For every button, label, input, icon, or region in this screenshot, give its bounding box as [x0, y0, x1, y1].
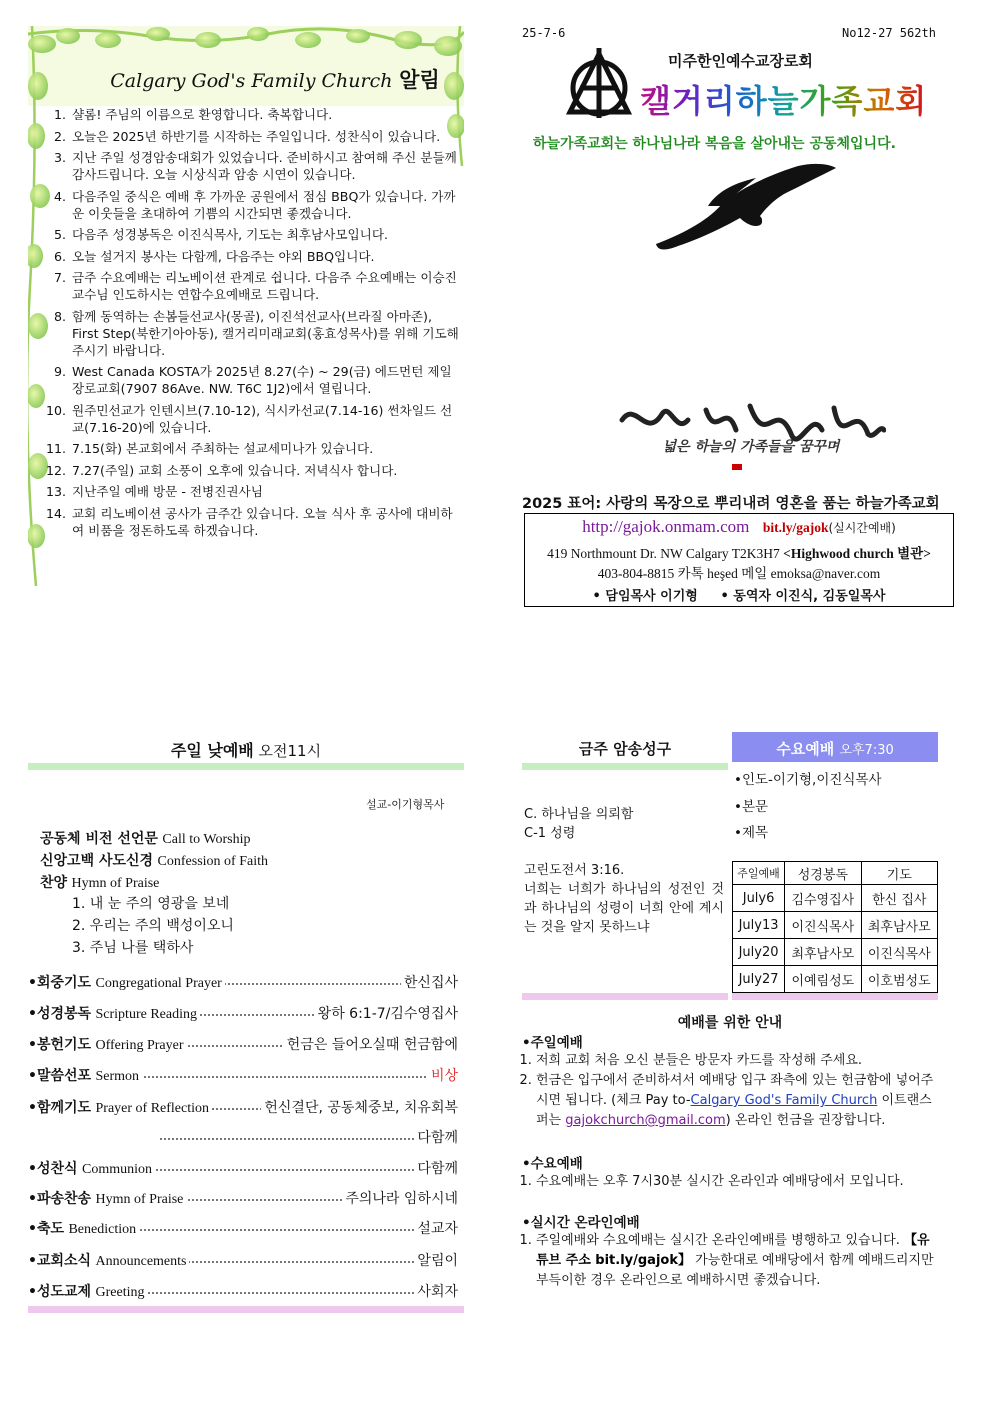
- building-name: <Highwood church 별관>: [783, 546, 931, 561]
- worship-guide-title: 예배를 위한 안내: [677, 1015, 783, 1031]
- order-label-en: Confession of Faith: [157, 854, 268, 869]
- order-row-offering-prayer: [28, 1034, 458, 1054]
- notice-item: 9. West Canada KOSTA가 2025년 8.27(수) ~ 29(금) 에드먼턴 제일 장로교회(7907 86Ave. NW. T6C 1J2)에서 열립니다.: [70, 363, 460, 397]
- contact-box: [524, 513, 954, 607]
- memory-verse: [524, 861, 724, 937]
- table-header: 성경봉독: [785, 862, 861, 885]
- order-row-congregational-prayer: [28, 972, 458, 992]
- sunday-title-text: 주일 낮예배: [170, 741, 254, 760]
- order-label: [28, 972, 225, 992]
- guide-text: 이트랜스퍼는: [536, 1093, 932, 1128]
- guide-online-text: [522, 1231, 938, 1291]
- table-header-row: [733, 862, 938, 885]
- memory-verse-text: 너희는 너희가 하나님의 성전인 것과 하나님의 성령이 너희 안에 계시는 것을 알지 못하느냐: [524, 882, 724, 935]
- order-label-ko: •회중기도: [28, 975, 92, 991]
- live-stream-link[interactable]: bit.ly/gajok: [762, 520, 829, 535]
- table-cell: July27: [733, 966, 785, 993]
- memory-reference: 고린도전서 3:16.: [524, 863, 625, 878]
- table-row: [733, 939, 938, 966]
- order-label: [28, 1158, 155, 1178]
- bulletin-date: 25-7-6: [522, 26, 566, 40]
- wednesday-text: •본문: [734, 799, 769, 815]
- guide-text: ) 온라인 헌금을 권장합니다.: [725, 1113, 886, 1128]
- section-divider: [522, 763, 728, 770]
- order-label-en: Benediction: [68, 1222, 137, 1237]
- church-name-text: 캘거리하늘가족교회: [640, 82, 928, 120]
- order-label: [28, 1218, 139, 1238]
- calligraphy-text: 넓은 하늘의 가족들을 꿈꾸며: [662, 439, 840, 455]
- church-motto: 하늘가족교회는 하나님나라 복음을 살아내는 공동체입니다.: [533, 136, 896, 152]
- table-cell: July20: [733, 939, 785, 966]
- order-value: 설교자: [414, 1218, 458, 1238]
- notice-item: 2. 오늘은 2025년 하반기를 시작하는 주일입니다. 성찬식이 있습니다.: [70, 128, 460, 145]
- order-label-en: Hymn of Praise: [95, 1192, 184, 1207]
- order-value: 헌신결단, 공동체중보, 치유회복: [261, 1097, 458, 1117]
- guide-text: 헌금은 입구에서 준비하셔서 예배당 입구 좌측에 있는 헌금함에 넣어주시면 됩니다. (체크 Pay to-: [536, 1073, 934, 1108]
- table-row: [733, 966, 938, 993]
- call-to-worship: [40, 828, 250, 848]
- website-link[interactable]: http://gajok.onmam.com: [582, 517, 750, 536]
- notice-item: 6. 오늘 설거지 봉사는 다함께, 다음주는 야외 BBQ입니다.: [70, 248, 460, 265]
- order-row-scripture-reading: [28, 1003, 458, 1023]
- guide-sunday-text: [522, 1051, 938, 1131]
- guide-text: 가능한대로 예배당에서 함께 예배드리지만 부득이한 경우 온라인으로 예배하시면 좋겠습니다.: [536, 1253, 934, 1288]
- table-cell: 김수영집사: [785, 885, 861, 912]
- guide-wednesday-heading: •수요예배: [522, 1156, 583, 1172]
- notice-item: 14. 교회 리노베이션 공사가 금주간 있습니다. 오늘 식사 후 공사에 대비하여 비품을 정돈하도록 하겠습니다.: [70, 505, 460, 539]
- hymn-item: 2. 우리는 주의 백성이오니: [72, 918, 234, 934]
- order-row-continued: [160, 1127, 458, 1147]
- notices-title: [80, 64, 470, 94]
- table-cell: 이진식목사: [785, 912, 861, 939]
- guide-item: 1. 수요예배는 오후 7시30분 실시간 온라인과 예배당에서 모입니다.: [536, 1172, 938, 1192]
- sermon-title: 비상: [428, 1065, 458, 1085]
- order-row-sending-hymn: [28, 1188, 458, 1208]
- order-row-announcements: [28, 1250, 458, 1270]
- table-row: [733, 912, 938, 939]
- order-label-en: Communion: [81, 1162, 152, 1177]
- table-header: 주일예배: [733, 862, 785, 885]
- notices-title-en: Calgary God's Family Church: [110, 70, 393, 92]
- table-cell: July6: [733, 885, 785, 912]
- notice-item: 1. 샬롬! 주님의 이름으로 환영합니다. 축복합니다.: [70, 106, 460, 123]
- order-label-ko: 신앙고백 사도신경: [40, 853, 154, 869]
- table-cell: 한신 집사: [861, 885, 937, 912]
- order-label-en: Congregational Prayer: [95, 976, 222, 991]
- order-row-prayer-of-reflection: [28, 1097, 458, 1117]
- guide-item: [536, 1071, 938, 1131]
- order-value: 주의나라 임하시네: [342, 1188, 458, 1208]
- order-row-benediction: [28, 1218, 458, 1238]
- guide-text: 주일예배와 수요예배는 실시간 온라인예배를 병행하고 있습니다.: [536, 1233, 900, 1248]
- order-value: 다함께: [414, 1158, 458, 1178]
- order-label-ko: •파송찬송: [28, 1191, 92, 1207]
- associate-pastors: • 동역자 이진식, 김동일목사: [720, 589, 886, 604]
- order-label-ko: •교회소식: [28, 1253, 92, 1269]
- table-cell: 이진식목사: [861, 939, 937, 966]
- notice-item: 7. 금주 수요예배는 리노베이션 관계로 쉽니다. 다음주 수요예배는 이승진교수님 인도하시는 연합수요예배로 드립니다.: [70, 269, 460, 303]
- section-divider: [28, 763, 464, 770]
- order-label: [28, 1188, 186, 1208]
- table-cell: 이호범성도: [861, 966, 937, 993]
- youtube-address[interactable]: 【유튜브 주소 bit.ly/gajok】: [536, 1233, 930, 1268]
- order-label: [28, 1097, 212, 1117]
- service-roster-table: [732, 861, 938, 993]
- payee-link[interactable]: Calgary God's Family Church: [690, 1093, 878, 1108]
- notices-list: [48, 106, 460, 543]
- table-cell: July13: [733, 912, 785, 939]
- table-row: [733, 885, 938, 912]
- order-label-en: Hymn of Praise: [71, 876, 160, 891]
- notice-item: 4. 다음주일 중식은 예배 후 가까운 공원에서 점심 BBQ가 있습니다. 가까운 이웃들을 초대하여 기쁨의 시간되면 좋겠습니다.: [70, 188, 460, 222]
- live-stream-note: (실시간예배): [828, 521, 896, 535]
- order-label-en: Prayer of Reflection: [95, 1101, 210, 1116]
- order-value: 왕하 6:1-7/김수영집사: [315, 1003, 458, 1023]
- table-cell: 최후남사모: [861, 912, 937, 939]
- section-divider: [28, 1306, 464, 1313]
- order-label-ko: •함께기도: [28, 1100, 92, 1116]
- guide-item: [536, 1231, 938, 1291]
- issue-number: No12-27 562th: [842, 26, 936, 40]
- order-label-ko: •성도교제: [28, 1284, 92, 1300]
- church-address: 419 Northmount Dr. NW Calgary T2K3H7: [547, 546, 780, 561]
- guide-online-heading: •실시간 온라인예배: [522, 1215, 640, 1231]
- order-label-ko: •성찬식: [28, 1161, 78, 1177]
- sunday-service-title: [28, 738, 464, 761]
- guide-wednesday-text: [522, 1172, 938, 1192]
- order-row-communion: [28, 1158, 458, 1178]
- order-label-en: Announcements: [95, 1254, 187, 1269]
- memory-category: [524, 805, 724, 843]
- hymn-item: 1. 내 눈 주의 영광을 보네: [72, 896, 230, 912]
- notices-panel: [28, 26, 464, 606]
- notice-item: 8. 함께 동역하는 손봄들선교사(몽골), 이진석선교사(브라질 아마존), First Step(북한기아아동), 캘거리미래교회(홍효성목사)를 위해 기도해 주시기 바랍니다.: [70, 308, 460, 359]
- wednesday-service-header: [732, 732, 938, 762]
- order-label-ko: •말씀선포: [28, 1068, 92, 1084]
- order-label-ko: 공동체 비전 선언문: [40, 831, 158, 847]
- order-label: [28, 1065, 142, 1085]
- order-label-ko: •축도: [28, 1221, 64, 1237]
- hymn-of-praise: [40, 872, 159, 892]
- notice-item: 13. 지난주일 예배 방문 - 전병진권사님: [70, 483, 460, 500]
- order-value: 알림이: [414, 1250, 458, 1270]
- eagle-image: [648, 160, 838, 256]
- church-logo-icon: [566, 48, 632, 120]
- order-label: [28, 1003, 200, 1023]
- guide-sunday-heading: •주일예배: [522, 1035, 583, 1051]
- denomination: 미주한인예수교장로회: [668, 52, 813, 70]
- order-label: [28, 1034, 187, 1054]
- hymn-item: 3. 주님 나를 택하사: [72, 940, 194, 956]
- notice-item: 11. 7.15(화) 본교회에서 주최하는 설교세미나가 있습니다.: [70, 440, 460, 457]
- leader-dots: [160, 1138, 458, 1140]
- order-label-ko: •성경봉독: [28, 1006, 92, 1022]
- wednesday-sermon-title: •제목: [734, 825, 769, 841]
- notice-item: 5. 다음주 성경봉독은 이진식목사, 기도는 최후남사모입니다.: [70, 226, 460, 243]
- wednesday-time: 오후7:30: [839, 743, 894, 758]
- year-motto: 2025 표어: 사랑의 목장으로 뿌리내려 영혼을 품는 하늘가족교회: [522, 496, 940, 512]
- order-label: [28, 1250, 189, 1270]
- memory-verse-title: 금주 암송성구: [578, 740, 672, 758]
- calligraphy-image: [616, 390, 886, 470]
- order-label-en: Offering Prayer: [95, 1038, 184, 1053]
- memory-line: C. 하나님을 의뢰함: [524, 807, 634, 822]
- order-label-en: Call to Worship: [162, 832, 251, 847]
- notice-item: 10. 원주민선교가 인텐시브(7.10-12), 식시카선교(7.14-16) 썬차일드 선교(7.16-20)에 있습니다.: [70, 402, 460, 436]
- order-value: 한신집사: [401, 972, 458, 992]
- section-divider: [522, 993, 728, 1000]
- confession-of-faith: [40, 850, 268, 870]
- preacher: 설교-이기형목사: [366, 798, 445, 811]
- order-row-sermon: [28, 1065, 458, 1085]
- wednesday-leader: •인도-이기형,이진식목사: [734, 772, 882, 788]
- order-value: 헌금은 들어오실때 헌금함에: [284, 1034, 458, 1054]
- notice-item: 12. 7.27(주일) 교회 소풍이 오후에 있습니다. 저녁식사 합니다.: [70, 462, 460, 479]
- notice-item: 3. 지난 주일 성경암송대회가 있었습니다. 준비하시고 참여해 주신 분들께 감사드립니다. 오늘 시상식과 암송 시연이 있습니다.: [70, 149, 460, 183]
- guide-item: 1. 저희 교회 처음 오신 분들은 방문자 카드를 작성해 주세요.: [536, 1051, 938, 1071]
- section-divider: [732, 993, 938, 1000]
- order-row-greeting: [28, 1281, 458, 1301]
- calligraphy-strokes: [616, 390, 886, 470]
- order-label-en: Scripture Reading: [95, 1007, 197, 1022]
- contact-phone-email: 403-804-8815 카톡 heşed 메일 emoksa@naver.com: [597, 566, 881, 581]
- senior-pastor: • 담임목사 이기형: [592, 589, 698, 604]
- table-cell: 최후남사모: [785, 939, 861, 966]
- church-name: [640, 76, 927, 122]
- order-value: 다함께: [414, 1127, 458, 1147]
- table-cell: 이예림성도: [785, 966, 861, 993]
- table-header: 기도: [861, 862, 937, 885]
- order-value: 사회자: [414, 1281, 458, 1301]
- order-label-en: Sermon: [95, 1069, 140, 1084]
- notices-title-ko: 알림: [399, 68, 440, 92]
- order-label: [28, 1281, 147, 1301]
- order-label-ko: •봉헌기도: [28, 1037, 92, 1053]
- memory-line: C-1 성령: [524, 826, 576, 841]
- email-link[interactable]: gajokchurch@gmail.com: [565, 1113, 726, 1128]
- wednesday-title: 수요예배: [776, 740, 835, 758]
- order-label-en: Greeting: [95, 1285, 145, 1300]
- order-label-ko: 찬양: [40, 875, 68, 891]
- sunday-time: 오전11시: [258, 742, 322, 760]
